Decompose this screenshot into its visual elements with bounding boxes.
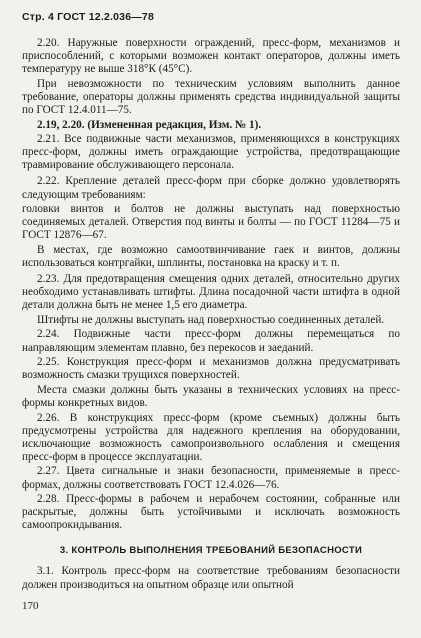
page-header: Стр. 4 ГОСТ 12.2.036—78: [22, 11, 155, 23]
document-body: [22, 37, 400, 593]
paragraph-2-23: 2.23. Для предотвращения смещения одних деталей, относительно других необходимо устанавливать штифты. Длина посадочной части штифта в одной детали должна быть не менее 1,5 его диаметра.: [22, 273, 400, 312]
paragraph-2-20-note: При невозможности по техническим условиям выполнить данное требование, операторы должны применять средства индивидуальной защиты по ГОСТ 12.4.011—75.: [22, 77, 400, 116]
paragraph-2-21: 2.21. Все подвижные части механизмов, применяющихся в конструкциях пресс-форм, должны иметь ограждающие устройства, предотвращающие травмирование обслуживающего персонала.: [22, 133, 400, 172]
page-number: 170: [22, 600, 39, 612]
paragraph-2-22-item-1: головки винтов и болтов не должны выступать над поверхностью соединяемых деталей. Отверстия под винты и болты — по ГОСТ 11284—75 и ГОСТ 12876—67.: [22, 203, 400, 242]
paragraph-2-22: 2.22. Крепление деталей пресс-форм при сборке должно удовлетворять следующим требованиям:: [22, 175, 400, 201]
paragraph-2-25-note: Места смазки должны быть указаны в технических условиях на пресс-формы конкретных видов.: [22, 383, 400, 409]
paragraph-2-28: 2.28. Пресс-формы в рабочем и нерабочем состоянии, собранные или раскрытые, должны быть устойчивыми и исключать возможность самоопрокидывания.: [22, 493, 400, 532]
paragraph-2-22-item-2: В местах, где возможно самоотвинчивание гаек и винтов, должны использоваться контргайки, шплинты, постановка на краску и т. п.: [22, 243, 400, 269]
amendment-note: 2.19, 2.20. (Измененная редакция, Изм. № 1).: [37, 118, 262, 131]
section-title: 3. КОНТРОЛЬ ВЫПОЛНЕНИЯ ТРЕБОВАНИЙ БЕЗОПАСНОСТИ: [59, 545, 363, 557]
paragraph-2-27: 2.27. Цвета сигнальные и знаки безопасности, применяемые в пресс-формах, должны соответствовать ГОСТ 12.4.026—76.: [22, 465, 400, 491]
paragraph-2-20: 2.20. Наружные поверхности ограждений, пресс-форм, механизмов и приспособлений, с которыми возможен контакт операторов, должны иметь температуру не выше 318°К (45°С).: [22, 37, 400, 76]
paragraph-2-25: 2.25. Конструкция пресс-форм и механизмов должна предусматривать возможность смазки трущихся поверхностей.: [22, 356, 400, 382]
paragraph-3-1: 3.1. Контроль пресс-форм на соответствие требованиям безопасности должен производиться на опытном образце или опытной: [22, 565, 400, 591]
paragraph-2-23-note: Штифты не должны выступать над поверхностью соединенных деталей.: [37, 313, 385, 326]
paragraph-2-26: 2.26. В конструкциях пресс-форм (кроме съемных) должны быть предусмотрены устройства для надежного крепления на оборудовании, исключающие возможность самопроизвольного ослабления и смещения пресс-форм в процессе эксплуатации.: [22, 411, 400, 463]
paragraph-2-24: 2.24. Подвижные части пресс-форм должны перемещаться по направляющим элементам плавно, без перекосов и заеданий.: [22, 328, 400, 354]
